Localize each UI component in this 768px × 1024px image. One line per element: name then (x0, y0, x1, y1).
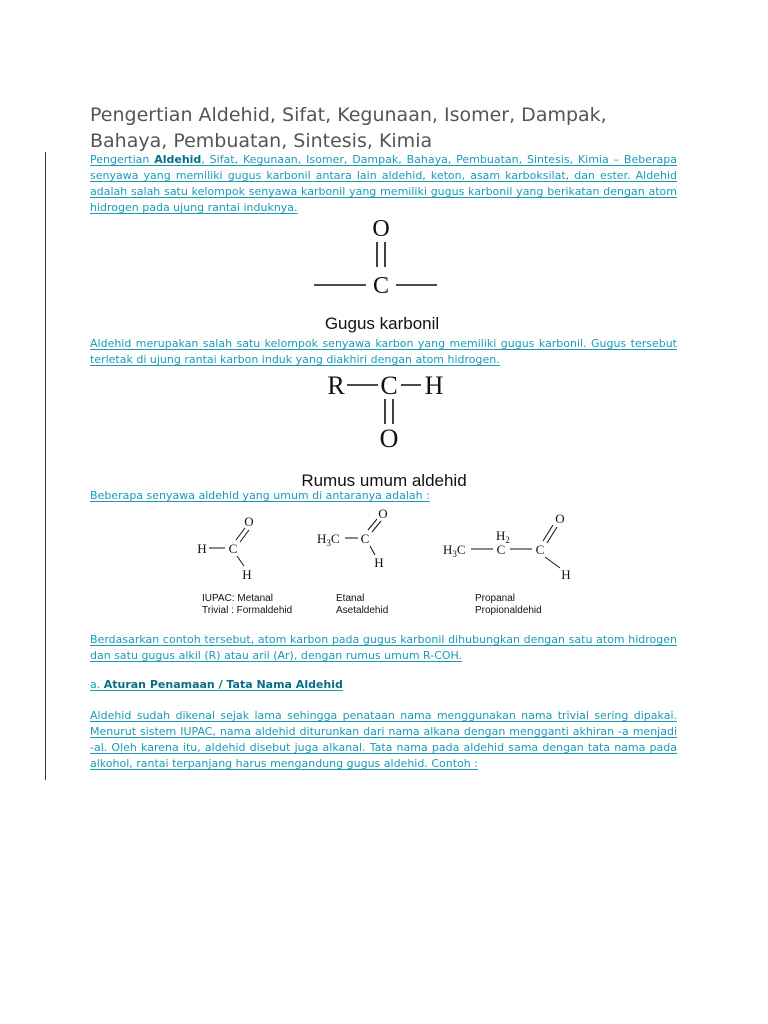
example-aldehydes-figure (190, 508, 590, 620)
metanal-ch-bond (237, 556, 244, 566)
general-r-label: R (327, 371, 345, 400)
general-caption: Rumus umum aldehid (301, 471, 467, 490)
intro-paragraph[interactable] (90, 152, 677, 216)
metanal-label-iupac: IUPAC: Metanal (202, 593, 273, 604)
metanal-oxygen: O (244, 514, 254, 529)
paragraph-naming-rules[interactable]: Aldehid sudah dikenal sejak lama sehingga penataan nama menggunakan nama trivial sering dipakai. Menurut sistem IUPAC, nama aldehid diturunkan dari nama alkana dengan mengganti akhiran -a menjadi -al. Oleh karena itu, aldehid disebut juga alkanal. Tata nama pada aldehid sama dengan tata nama pada alkohol, rantai terpanjang harus mengandung gugus aldehid. Contoh : (90, 709, 677, 770)
etanal-h-bottom: H (374, 555, 384, 570)
general-oxygen-label: O (379, 424, 399, 453)
propanal-structure (443, 511, 571, 616)
carbonyl-carbon-label: C (372, 273, 390, 299)
intro-rest: , Sifat, Kegunaan, Isomer, Dampak, Bahaya, Pembuatan, Sintesis, Kimia – Beberapa senyawa yang memiliki gugus karbonil antara lain aldehid, keton, asam karboksilat, dan ester. Aldehid adalah salah satu kelompok senyawa karbonil yang memiliki gugus karbonil yang berikatan dengan atom hidrogen pada ujung rantai induknya. (90, 153, 677, 214)
etanal-label-iupac: Etanal (336, 593, 365, 604)
propanal-mid-carbon: C (496, 542, 506, 557)
carbonyl-caption: Gugus karbonil (324, 314, 440, 333)
intro-bold-term: Aldehid (154, 153, 202, 166)
general-formula-figure (280, 366, 500, 490)
propanal-co-bond-b (547, 527, 557, 543)
carbonyl-group-figure (300, 212, 460, 336)
metanal-carbon: C (228, 541, 238, 556)
propanal-h-bottom: H (561, 567, 571, 582)
paragraph-general-formula[interactable]: Berdasarkan contoh tersebut, atom karbon pada gugus karbonil dihubungkan dengan satu atom hidrogen dan satu gugus alkil (R) atau aril (Ar), dengan rumus umum R-COH. (90, 633, 677, 662)
general-carbon-label: C (380, 371, 398, 400)
intro-prefix: Pengertian (90, 153, 155, 166)
etanal-ch-bond (370, 546, 375, 555)
etanal-co-bond-b (372, 521, 381, 532)
page-title: Pengertian Aldehid, Sifat, Kegunaan, Isomer, Dampak, Bahaya, Pembuatan, Sintesis, Kimia (90, 104, 607, 152)
etanal-label-trivial: Asetaldehid (336, 605, 389, 616)
metanal-structure (197, 514, 292, 616)
propanal-ch2-label: $H_2$ (496, 528, 510, 545)
propanal-methyl: $H_3C$ (443, 542, 466, 559)
metanal-co-bond-b (240, 530, 249, 542)
etanal-carbon: C (360, 531, 370, 546)
etanal-oxygen: O (378, 508, 388, 521)
etanal-methyl: $H_3C$ (317, 531, 340, 548)
general-hydrogen-label: H (424, 371, 444, 400)
section-marker: a. (90, 678, 104, 691)
propanal-ch-bond (545, 557, 560, 568)
etanal-co-bond-a (368, 519, 377, 530)
propanal-co-bond-a (543, 525, 553, 541)
paragraph-carbonyl-definition[interactable]: Aldehid merupakan salah satu kelompok senyawa karbon yang memiliki gugus karbonil. Gugus tersebut terletak di ujung rantai karbon induk yang diakhiri dengan atom hidrogen. (90, 337, 677, 366)
metanal-label-trivial: Trivial : Formaldehid (202, 605, 293, 616)
propanal-carbon: C (535, 542, 545, 557)
propanal-label-trivial: Propionaldehid (475, 605, 542, 616)
left-border-rule (45, 152, 46, 780)
carbonyl-oxygen-label: O (372, 216, 390, 242)
metanal-h-bottom: H (242, 567, 252, 582)
paragraph-examples-intro[interactable]: Beberapa senyawa aldehid yang umum di antaranya adalah : (90, 489, 430, 502)
metanal-h-left: H (197, 541, 207, 556)
section-heading-naming-rules[interactable] (90, 677, 343, 693)
section-title: Aturan Penamaan / Tata Nama Aldehid (103, 678, 343, 691)
propanal-label-iupac: Propanal (475, 593, 516, 604)
metanal-co-bond-a (236, 528, 245, 540)
propanal-oxygen: O (555, 511, 565, 526)
etanal-structure (317, 508, 388, 616)
